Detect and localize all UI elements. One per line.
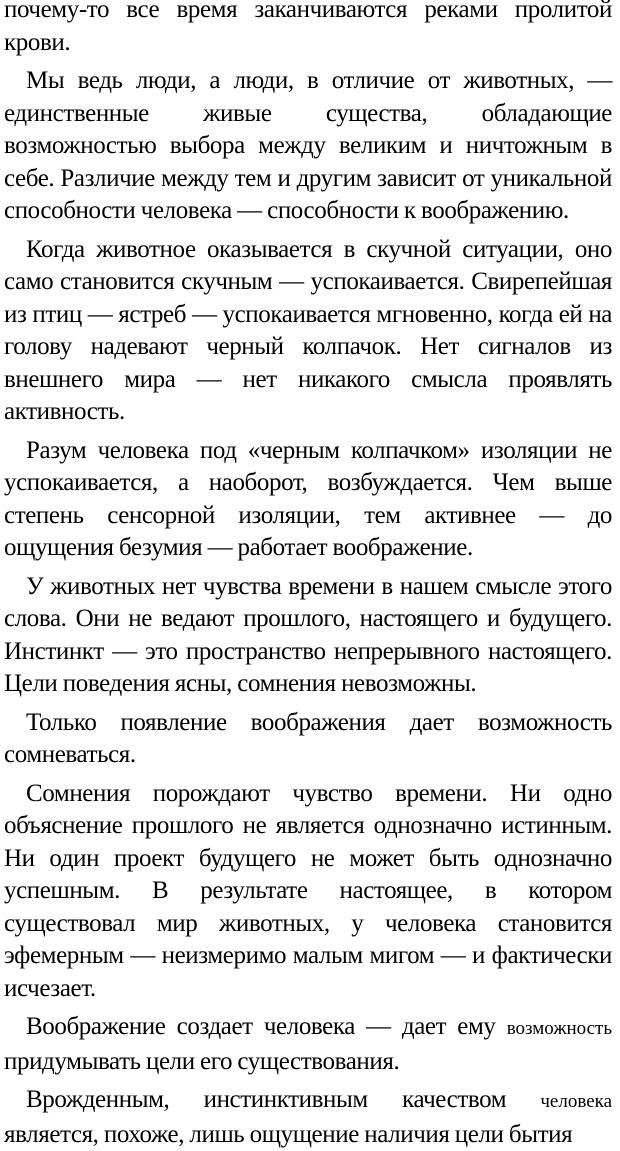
paragraph-9 xyxy=(4,1084,612,1151)
paragraph-9-text-start: Врожденным, инстинктивным качеством xyxy=(26,1086,541,1113)
paragraph-6: Только появление воображения дает возможность сомневаться. xyxy=(4,708,612,768)
paragraph-8-text-end: придумывать цели его существования. xyxy=(4,1047,400,1075)
paragraph-3: Когда животное оказывается в скучной ситуации, оно само становится скучным — успокаивается. Свирепейшая из птиц — ястреб — успокаивается мгновенно, когда ей на голову надевают черный колпачок. Нет сигналов из внешнего мира — нет никакого смысла проявлять активность. xyxy=(4,235,612,425)
paragraph-5: У животных нет чувства времени в нашем смысле этого слова. Они не ведают прошлого, настоящего и будущего. Инстинкт — это пространство непрерывного настоящего. Цели поведения ясны, сомнения невозможны. xyxy=(4,572,612,697)
paragraph-9-text-end: является, похоже, лишь ощущение наличия цели бытия xyxy=(4,1120,573,1148)
paragraph-1: почему-то все время заканчиваются реками пролитой крови. xyxy=(4,0,612,56)
paragraph-8 xyxy=(4,1011,612,1078)
paragraph-2: Мы ведь люди, а люди, в отличие от животных, — единственные живые существа, обладающие возможностью выбора между великим и ничтожным в себе. Различие между тем и другим зависит от уникальной способности человека — способности к воображению. xyxy=(4,67,612,224)
paragraph-9-small-word: человека xyxy=(540,1091,612,1112)
paragraph-8-small-word: возможность xyxy=(506,1018,612,1039)
paragraph-4: Разум человека под «черным колпачком» изоляции не успокаивается, а наоборот, возбуждается. Чем выше степень сенсорной изоляции, тем активнее — до ощущения безумия — работает воображение. xyxy=(4,436,612,561)
paragraph-8-text-start: Воображение создает человека — дает ему xyxy=(26,1013,507,1040)
paragraph-7: Сомнения порождают чувство времени. Ни одно объяснение прошлого не является однозначно истинным. Ни один проект будущего не может быть однозначно успешным. В результате настоящее, в котором существовал мир животных, у человека становится эфемерным — неизмеримо малым мигом — и фактически исчезает. xyxy=(4,779,612,1002)
